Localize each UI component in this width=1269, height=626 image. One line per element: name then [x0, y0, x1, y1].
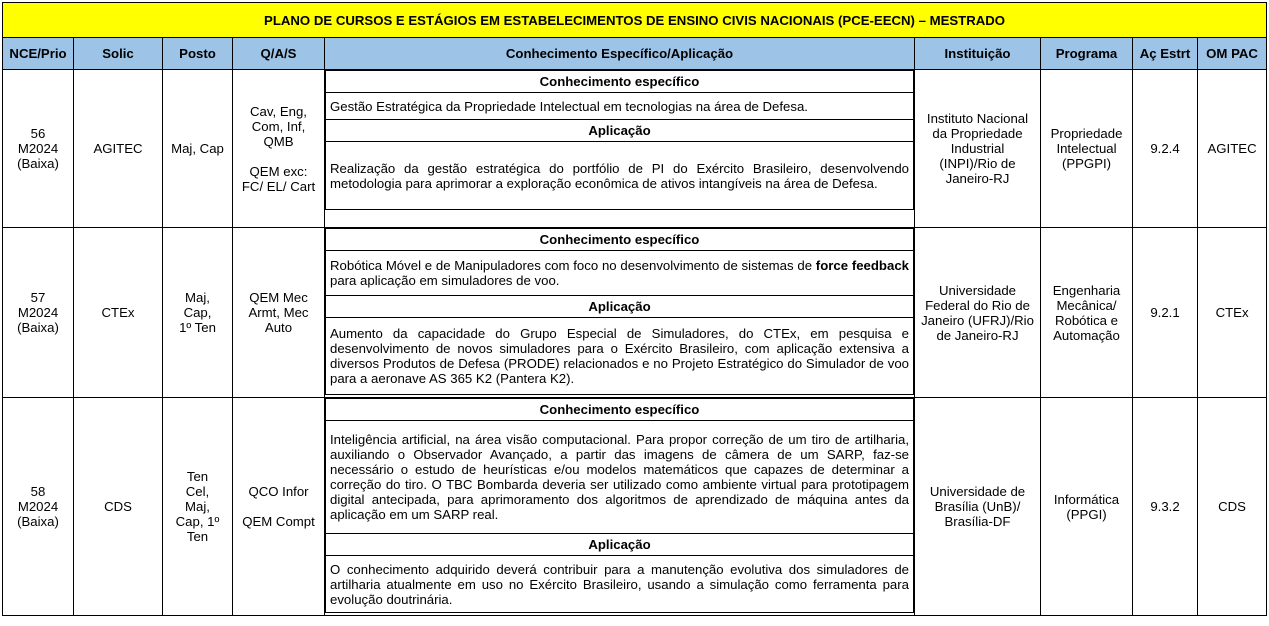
instituicao-cell: Universidade de Brasília (UnB)/ Brasília-DF	[915, 398, 1041, 616]
nce-prio-cell	[3, 70, 74, 228]
course-plan-table	[2, 2, 1267, 616]
posto-cell: Maj, Cap	[163, 70, 233, 228]
programa-cell: Engenharia Mecânica/ Robótica e Automação	[1041, 228, 1133, 398]
posto-cell: Maj, Cap, 1º Ten	[163, 228, 233, 398]
aplicacao-text: Aumento da capacidade do Grupo Especial de Simuladores, do CTEx, em pesquisa e desenvolvimento de novos simuladores para o Exército Brasileiro, com aplicação extensiva a diversos Produtos de Defesa (PRODE) relacionados e no Projeto Estratégico do Simulador de voo para a aeronave AS 365 K2 (Pantera K2).	[326, 318, 914, 395]
header-instituicao: Instituição	[915, 38, 1041, 70]
nce-priority: (Baixa)	[17, 156, 59, 171]
ac-estrt-cell: 9.3.2	[1133, 398, 1198, 616]
qas-cell: QEM Mec Armt, Mec Auto	[233, 228, 325, 398]
aplicacao-label: Aplicação	[326, 534, 914, 556]
nce-code: M2024	[17, 141, 59, 156]
header-nce-prio: NCE/Prio	[3, 38, 74, 70]
table-row	[3, 70, 1267, 228]
ac-estrt-cell: 9.2.4	[1133, 70, 1198, 228]
conhecimento-especifico-label: Conhecimento específico	[326, 399, 914, 421]
solic-cell: CTEx	[74, 228, 163, 398]
om-pac-cell: CTEx	[1198, 228, 1267, 398]
nce-code: M2024	[17, 499, 59, 514]
om-pac-cell: CDS	[1198, 398, 1267, 616]
aplicacao-label: Aplicação	[326, 296, 914, 318]
ac-estrt-cell: 9.2.1	[1133, 228, 1198, 398]
nce-priority: (Baixa)	[17, 514, 59, 529]
posto-cell: Ten Cel, Maj, Cap, 1º Ten	[163, 398, 233, 616]
qas-line-1: Cav, Eng, Com, Inf, QMB	[250, 103, 307, 149]
table-title: PLANO DE CURSOS E ESTÁGIOS EM ESTABELECIMENTOS DE ENSINO CIVIS NACIONAIS (PCE-EECN) – MESTRADO	[3, 3, 1267, 38]
conhecimento-text-part: para aplicação em simuladores de voo.	[330, 273, 560, 288]
header-solic: Solic	[74, 38, 163, 70]
solic-cell: CDS	[74, 398, 163, 616]
nce-number: 56	[30, 126, 46, 141]
conhecimento-text	[326, 251, 914, 296]
aplicacao-text: O conhecimento adquirido deverá contribuir para a manutenção evolutiva dos simuladores de artilharia atualmente em uso no Exército Brasileiro, usando a simulação como ferramenta para evolução doutrinária.	[326, 556, 914, 613]
solic-cell: AGITEC	[74, 70, 163, 228]
conhecimento-especifico-label: Conhecimento específico	[326, 229, 914, 251]
om-pac-cell: AGITEC	[1198, 70, 1267, 228]
header-posto: Posto	[163, 38, 233, 70]
conhecimento-aplicacao-cell	[325, 70, 915, 228]
conhecimento-text: Gestão Estratégica da Propriedade Intelectual em tecnologias na área de Defesa.	[326, 93, 914, 120]
conhecimento-aplicacao-cell	[325, 398, 915, 616]
programa-cell: Informática (PPGI)	[1041, 398, 1133, 616]
conhecimento-text: Inteligência artificial, na área visão computacional. Para propor correção de um tiro de artilharia, auxiliando o Observador Avançado, a partir das imagens de câmera de um SARP, faz-se necessário o estudo de heurísticas e/ou modelos matemáticos que capazes de determinar a correção do tiro. O TBC Bombarda deveria ser utilizado como ambiente virtual para prototipagem digital antecipada, para aprimoramento dos algoritmos de aprendizado de máquina antes da aplicação em um SARP real.	[326, 421, 914, 534]
qas-line-2: QEM exc: FC/ EL/ Cart	[241, 163, 316, 194]
header-row	[3, 38, 1267, 70]
table-row	[3, 398, 1267, 616]
instituicao-cell: Universidade Federal do Rio de Janeiro (UFRJ)/Rio de Janeiro-RJ	[915, 228, 1041, 398]
programa-cell: Propriedade Intelectual (PPGPI)	[1041, 70, 1133, 228]
header-qas: Q/A/S	[233, 38, 325, 70]
aplicacao-text: Realização da gestão estratégica do portfólio de PI do Exército Brasileiro, desenvolvendo metodologia para aprimorar a exploração econômica de ativos intangíveis na área de Defesa.	[326, 142, 914, 210]
nce-code: M2024	[17, 305, 59, 320]
aplicacao-label: Aplicação	[326, 120, 914, 142]
header-ac-estrt: Aç Estrt	[1133, 38, 1198, 70]
header-programa: Programa	[1041, 38, 1133, 70]
qas-cell	[233, 70, 325, 228]
conhecimento-aplicacao-cell	[325, 228, 915, 398]
qas-line-2: QEM Compt	[242, 514, 315, 529]
header-om-pac: OM PAC	[1198, 38, 1267, 70]
nce-prio-cell	[3, 228, 74, 398]
conhecimento-text-part: Robótica Móvel e de Manipuladores com foco no desenvolvimento de sistemas de	[330, 258, 816, 273]
conhecimento-especifico-label: Conhecimento específico	[326, 71, 914, 93]
instituicao-cell: Instituto Nacional da Propriedade Industrial (INPI)/Rio de Janeiro-RJ	[915, 70, 1041, 228]
qas-cell	[233, 398, 325, 616]
header-conhecimento: Conhecimento Específico/Aplicação	[325, 38, 915, 70]
nce-priority: (Baixa)	[17, 320, 59, 335]
nce-number: 57	[30, 290, 46, 305]
nce-number: 58	[30, 484, 46, 499]
conhecimento-bold-term: force feedback	[815, 258, 909, 273]
nce-prio-cell	[3, 398, 74, 616]
qas-line-1: QCO Infor	[248, 484, 309, 499]
table-row	[3, 228, 1267, 398]
